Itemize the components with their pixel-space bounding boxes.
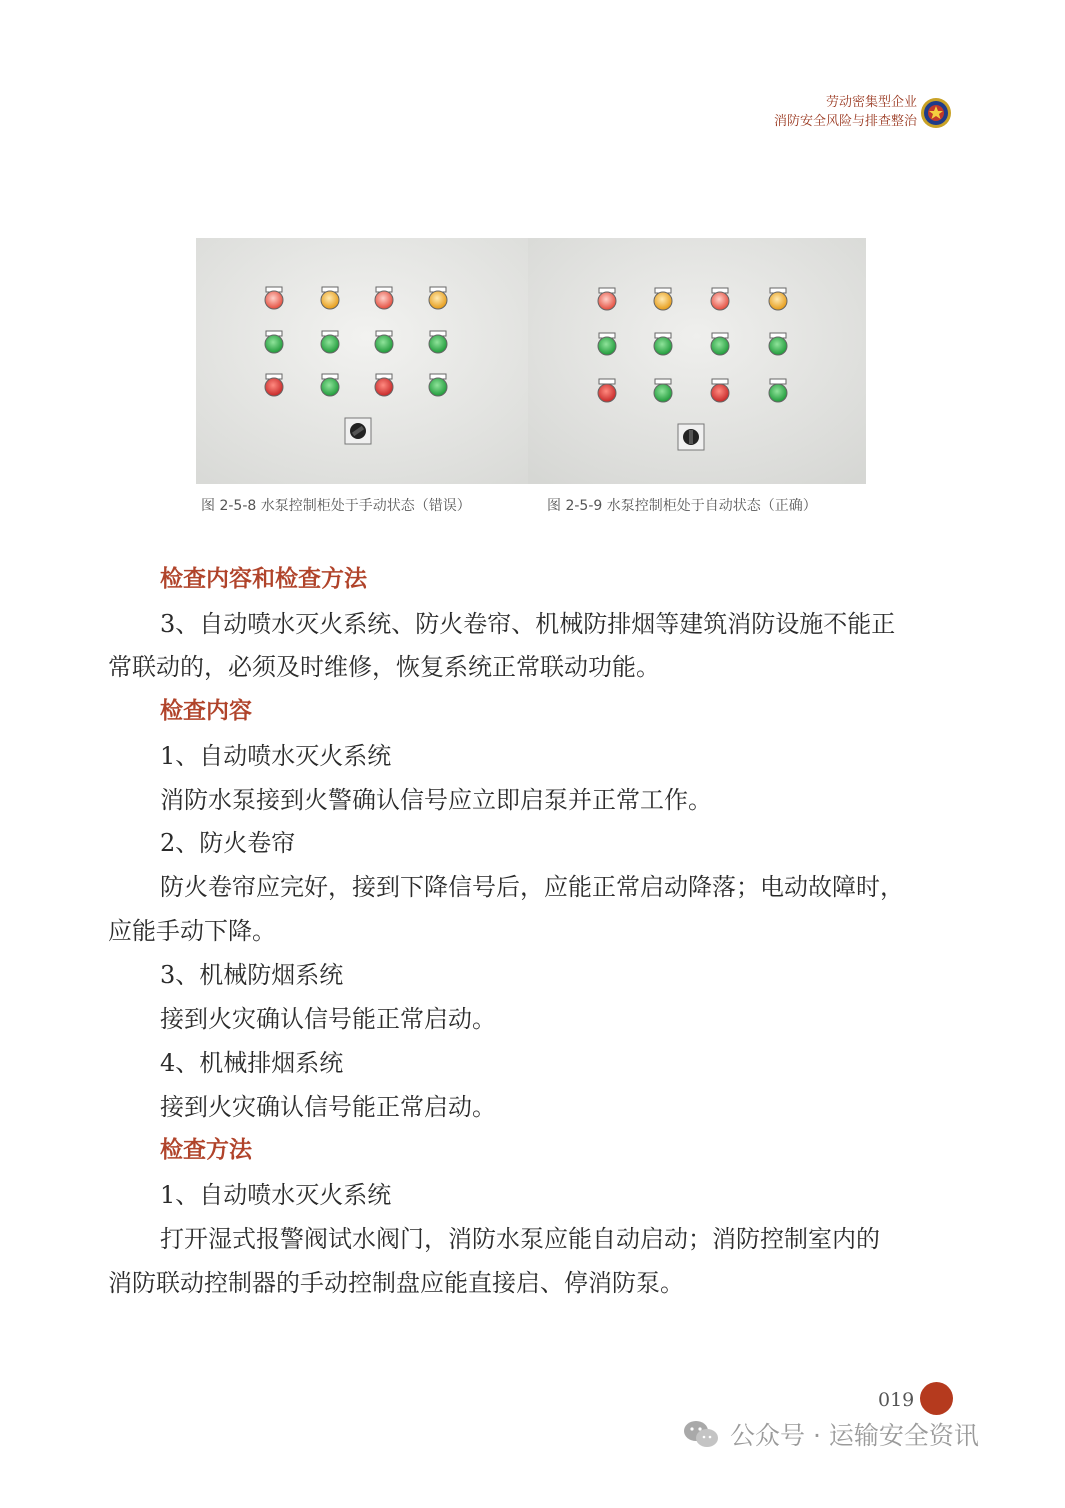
control-cabinet-auto-photo [528,238,866,484]
header-line-1: 劳动密集型企业 [825,95,917,110]
book-header [774,93,917,131]
section-heading: 检查方法 [160,1137,252,1163]
paragraph-line: 接到火灾确认信号能正常启动。 [160,1005,496,1033]
figure-caption: 图 2-5-9 水泵控制柜处于自动状态（正确） [547,498,817,514]
item-title: 4、机械排烟系统 [160,1049,344,1077]
item-title: 3、机械防烟系统 [160,961,344,989]
section-heading: 检查内容和检查方法 [160,566,367,592]
paragraph-line: 防火卷帘应完好，接到下降信号后，应能正常启动降落；电动故障时， [160,873,904,901]
watermark-footer [682,1414,979,1454]
wechat-icon [682,1419,720,1449]
control-cabinet-manual-photo [196,238,536,484]
footer-text: 公众号 · 运输安全资讯 [730,1421,979,1450]
fire-emblem-icon [920,97,952,129]
paragraph-line: 3、自动喷水灭火系统、防火卷帘、机械防排烟等建筑消防设施不能正 [160,610,896,638]
section-heading: 检查内容 [160,698,252,724]
page-number: 019 [878,1389,915,1411]
paragraph-line: 常联动的，必须及时维修，恢复系统正常联动功能。 [108,653,660,681]
header-line-2: 消防安全风险与排查整治 [773,114,917,129]
paragraph-line: 打开湿式报警阀试水阀门，消防水泵应能自动启动；消防控制室内的 [160,1225,880,1253]
paragraph-line: 消防联动控制器的手动控制盘应能直接启、停消防泵。 [108,1269,684,1297]
item-title: 1、自动喷水灭火系统 [160,1181,392,1209]
item-title: 1、自动喷水灭火系统 [160,742,392,770]
figure-caption: 图 2-5-8 水泵控制柜处于手动状态（错误） [201,498,471,514]
item-title: 2、防火卷帘 [160,829,296,857]
paragraph-line: 消防水泵接到火警确认信号应立即启泵并正常工作。 [160,786,712,814]
page-number-dot [920,1382,953,1415]
paragraph-line: 接到火灾确认信号能正常启动。 [160,1093,496,1121]
paragraph-line: 应能手动下降。 [108,917,276,945]
